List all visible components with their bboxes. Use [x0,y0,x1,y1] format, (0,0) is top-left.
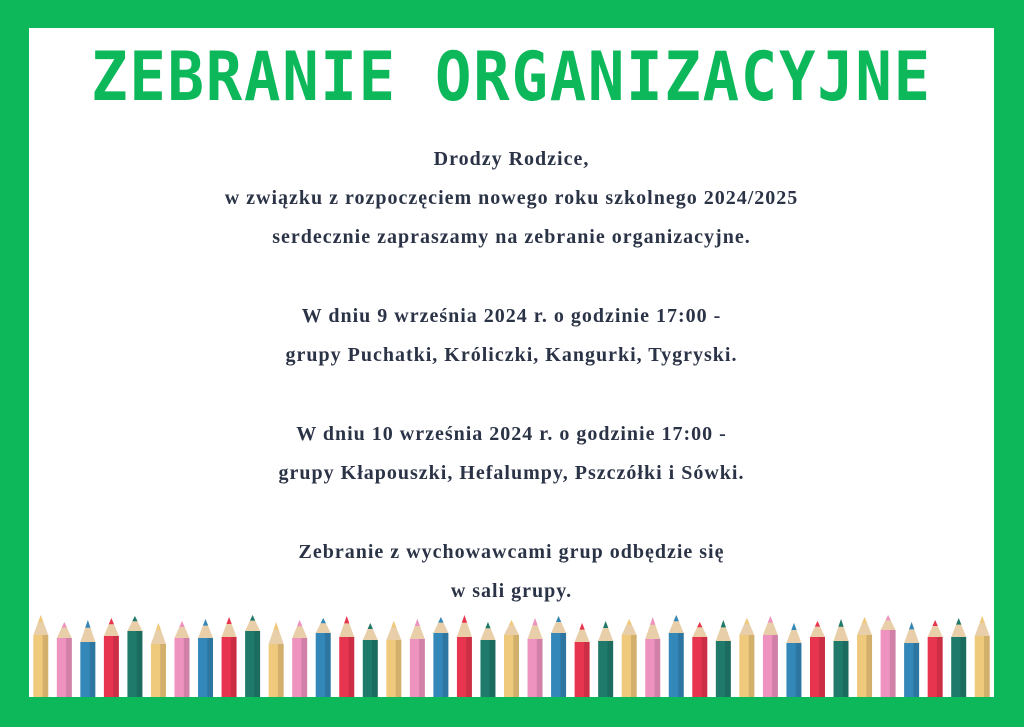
pencil-icon [504,620,519,697]
pencil-icon [245,615,260,697]
pencil-icon [198,619,213,697]
pencil-icon [551,616,566,697]
spacer [29,257,994,297]
meeting-1-groups: grupy Puchatki, Króliczki, Kangurki, Tygryski. [285,344,738,366]
announcement-text [29,140,994,611]
pencil-icon [57,622,72,697]
meeting-1-date: W dniu 9 września 2024 r. o godzinie 17:00 - [301,305,722,327]
pencil-icon [575,623,590,697]
pencil-icon [739,618,754,697]
pencil-icon [33,615,48,697]
closing-line-2: w sali grupy. [450,580,573,602]
pencil-icon [80,620,95,697]
pencil-icon [598,621,613,697]
pencil-icon [363,623,378,697]
pencil-icon [975,616,990,697]
pencil-icon [339,616,354,697]
pencil-icon [480,622,495,697]
pencil-icon [834,619,849,697]
pencil-icon [292,620,307,697]
pencils-illustration [29,613,994,697]
pencil-icon [716,620,731,697]
pencil-icon [222,617,237,697]
pencil-icon [857,617,872,697]
greeting: Drodzy Rodzice, [433,148,590,170]
poster-title: ZEBRANIE ORGANIZACYJNE [91,38,932,117]
pencil-icon [951,618,966,697]
pencil-icon [410,619,425,697]
closing-line-1: Zebranie z wychowawcami grup odbędzie się [298,541,725,563]
pencil-icon [457,615,472,697]
pencil-icon [174,621,189,697]
meeting-2-date: W dniu 10 września 2024 r. o godzinie 17:00 - [296,423,727,445]
pencil-icon [810,621,825,697]
pencil-icon [669,615,684,697]
spacer [29,493,994,533]
pencil-icon [127,616,142,697]
pencil-icon [316,618,331,697]
pencil-icon [622,619,637,697]
intro-line-1: w związku z rozpoczęciem nowego roku szkolnego 2024/2025 [224,187,799,209]
pencil-icon [386,621,401,697]
pencil-icon [104,618,119,697]
pencil-icon [692,622,707,697]
pencil-icon [881,615,896,697]
pencil-icon [904,622,919,697]
pencil-icon [786,623,801,697]
intro-line-2: serdecznie zapraszamy na zebranie organizacyjne. [272,226,751,248]
meeting-2-groups: grupy Kłapouszki, Hefalumpy, Pszczółki i Sówki. [278,462,745,484]
colored-pencils-border [29,613,994,697]
pencil-icon [928,620,943,697]
pencil-icon [433,617,448,697]
pencil-icon [151,623,166,697]
pencil-icon [269,622,284,697]
spacer [29,375,994,415]
pencil-icon [645,617,660,697]
pencil-icon [528,618,543,697]
pencil-icon [763,616,778,697]
